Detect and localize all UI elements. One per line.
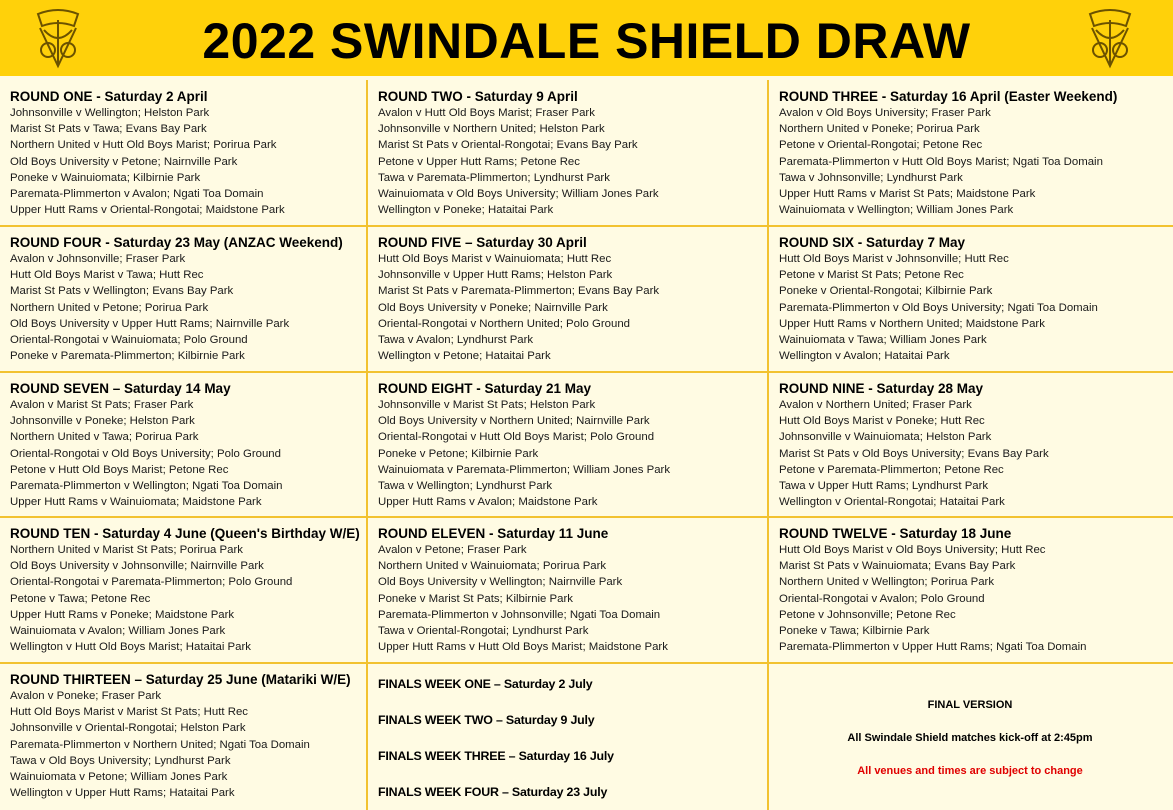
round-cell [6,372,364,510]
fixture-line: Oriental-Rongotai v Wainuiomata; Polo Ground [10,333,248,346]
fixture-line: Marist St Pats v Old Boys University; Evans Bay Park [779,447,1049,460]
fixture-line: Tawa v Paremata-Plimmerton; Lyndhurst Park [378,171,610,184]
fixture-line: Old Boys University v Upper Hutt Rams; Nairnville Park [10,317,290,330]
fixture-line: Wellington v Oriental-Rongotai; Hataitai Park [779,496,1005,509]
round-title: ROUND FIVE – Saturday 30 April [378,235,587,250]
fixture-line: Paremata-Plimmerton v Upper Hutt Rams; Ngati Toa Domain [779,641,1087,654]
fixture-line: Upper Hutt Rams v Poneke; Maidstone Park [10,608,235,621]
fixture-line: Poneke v Petone; Kilbirnie Park [378,447,539,460]
fixture-line: Johnsonville v Wainuiomata; Helston Park [779,431,992,444]
fixture-line: Poneke v Oriental-Rongotai; Kilbirnie Park [779,285,993,298]
fixture-line: Tawa v Avalon; Lyndhurst Park [378,333,534,346]
round-cell [374,80,765,218]
fixture-line: Johnsonville v Wellington; Helston Park [10,107,210,119]
fixture-line: Petone v Oriental-Rongotai; Petone Rec [779,139,983,152]
fixture-line: Avalon v Poneke; Fraser Park [10,690,162,702]
kickoff-note: All Swindale Shield matches kick-off at 2:45pm [847,732,1093,744]
fixture-line: Tawa v Wellington; Lyndhurst Park [378,479,553,492]
fixture-line: Hutt Old Boys Marist v Poneke; Hutt Rec [779,415,985,428]
round-title: ROUND EIGHT - Saturday 21 May [378,381,592,396]
column-divider [767,80,769,810]
fixture-line: Tawa v Oriental-Rongotai; Lyndhurst Park [378,624,589,637]
disclaimer-note: All venues and times are subject to change [857,765,1083,777]
round-title: ROUND THREE - Saturday 16 April (Easter Weekend) [779,89,1118,104]
fixture-line: Northern United v Marist St Pats; Porirua Park [10,544,243,556]
fixture-line: Petone v Hutt Old Boys Marist; Petone Rec [10,463,229,476]
round-cell [374,372,765,510]
fixture-line: Poneke v Paremata-Plimmerton; Kilbirnie Park [10,350,245,363]
fixture-line: Wainuiomata v Old Boys University; William Jones Park [378,187,659,200]
fixture-line: Wainuiomata v Tawa; William Jones Park [779,333,987,346]
round-title: ROUND SEVEN – Saturday 14 May [10,381,231,396]
finals-week-four: FINALS WEEK FOUR – Saturday 23 July [378,785,608,799]
fixture-line: Johnsonville v Marist St Pats; Helston Park [378,399,596,411]
fixture-line: Avalon v Hutt Old Boys Marist; Fraser Park [378,107,595,119]
fixture-line: Avalon v Old Boys University; Fraser Park [779,107,991,119]
fixture-line: Paremata-Plimmerton v Northern United; Ngati Toa Domain [10,738,310,751]
fixture-line: Paremata-Plimmerton v Hutt Old Boys Marist; Ngati Toa Domain [779,155,1103,168]
fixture-line: Northern United v Petone; Porirua Park [10,301,209,314]
fixture-line: Oriental-Rongotai v Paremata-Plimmerton; Polo Ground [10,576,293,589]
round-cell [775,372,1171,510]
fixture-line: Upper Hutt Rams v Marist St Pats; Maidstone Park [779,187,1036,200]
round-cell [6,226,364,364]
fixture-line: Wainuiomata v Paremata-Plimmerton; William Jones Park [378,463,671,476]
fixture-line: Avalon v Northern United; Fraser Park [779,399,972,411]
finals-week-two: FINALS WEEK TWO – Saturday 9 July [378,713,595,727]
fixture-line: Upper Hutt Rams v Wainuiomata; Maidstone Park [10,496,262,509]
fixture-line: Upper Hutt Rams v Hutt Old Boys Marist; Maidstone Park [378,641,668,654]
round-title: ROUND TWELVE - Saturday 18 June [779,526,1012,541]
fixture-line: Petone v Tawa; Petone Rec [10,592,151,605]
fixture-line: Marist St Pats v Oriental-Rongotai; Evans Bay Park [378,139,638,152]
fixture-line: Wellington v Avalon; Hataitai Park [779,350,950,363]
fixture-line: Hutt Old Boys Marist v Old Boys University; Hutt Rec [779,544,1046,556]
fixture-line: Marist St Pats v Wellington; Evans Bay Park [10,285,234,298]
fixture-line: Hutt Old Boys Marist v Tawa; Hutt Rec [10,269,204,282]
finals-week-one: FINALS WEEK ONE – Saturday 2 July [378,677,593,691]
finals-week-three: FINALS WEEK THREE – Saturday 16 July [378,749,614,763]
round-title: ROUND NINE - Saturday 28 May [779,381,984,396]
fixture-line: Upper Hutt Rams v Oriental-Rongotai; Maidstone Park [10,204,285,217]
fixture-line: Upper Hutt Rams v Avalon; Maidstone Park [378,496,598,509]
round-title: ROUND TWO - Saturday 9 April [378,89,578,104]
column-divider [366,80,368,810]
fixture-line: Johnsonville v Northern United; Helston Park [378,123,605,136]
fixture-line: Wellington v Hutt Old Boys Marist; Hataitai Park [10,641,251,654]
fixture-line: Petone v Upper Hutt Rams; Petone Rec [378,155,580,168]
fixture-line: Tawa v Johnsonville; Lyndhurst Park [779,171,963,184]
round-title: ROUND TEN - Saturday 4 June (Queen's Birthday W/E) [10,526,360,541]
fixture-line: Oriental-Rongotai v Hutt Old Boys Marist; Polo Ground [378,431,655,444]
fixture-line: Wainuiomata v Petone; William Jones Park [10,770,228,783]
header-banner [0,0,1173,76]
fixture-line: Marist St Pats v Paremata-Plimmerton; Evans Bay Park [378,285,660,298]
fixture-line: Petone v Marist St Pats; Petone Rec [779,269,964,282]
fixture-line: Hutt Old Boys Marist v Wainuiomata; Hutt Rec [378,253,612,265]
fixture-line: Wainuiomata v Wellington; William Jones Park [779,204,1014,217]
round-cell [775,80,1171,218]
fixture-line: Wellington v Petone; Hataitai Park [378,350,551,363]
fixture-line: Oriental-Rongotai v Northern United; Polo Ground [378,317,630,330]
fixture-line: Hutt Old Boys Marist v Marist St Pats; Hutt Rec [10,706,248,719]
fixture-line: Johnsonville v Poneke; Helston Park [10,415,195,428]
round-cell [6,517,364,655]
version-note: FINAL VERSION [927,699,1013,711]
round-title: ROUND THIRTEEN – Saturday 25 June (Matariki W/E) [10,672,351,687]
fixture-line: Avalon v Marist St Pats; Fraser Park [10,399,194,411]
fixture-line: Old Boys University v Petone; Nairnville Park [10,155,238,168]
fixture-line: Avalon v Petone; Fraser Park [378,544,527,556]
round-cell [374,517,765,655]
fixture-line: Wellington v Upper Hutt Rams; Hataitai Park [10,787,235,800]
club-crest-right-icon [1082,6,1138,70]
fixture-line: Upper Hutt Rams v Northern United; Maidstone Park [779,317,1045,330]
fixture-line: Paremata-Plimmerton v Wellington; Ngati Toa Domain [10,479,283,492]
round-cell [775,517,1171,655]
fixture-line: Hutt Old Boys Marist v Johnsonville; Hutt Rec [779,253,1009,265]
fixture-line: Poneke v Tawa; Kilbirnie Park [779,624,930,637]
fixture-line: Oriental-Rongotai v Old Boys University; Polo Ground [10,447,281,460]
fixture-line: Petone v Paremata-Plimmerton; Petone Rec [779,463,1004,476]
round-title: ROUND ONE - Saturday 2 April [10,89,208,104]
fixture-line: Paremata-Plimmerton v Avalon; Ngati Toa Domain [10,187,264,200]
fixture-line: Old Boys University v Wellington; Nairnville Park [378,576,623,589]
fixture-line: Northern United v Poneke; Porirua Park [779,123,980,136]
round-cell [374,226,765,364]
fixture-line: Old Boys University v Northern United; Nairnville Park [378,415,650,428]
round-cell [6,80,364,218]
round-title: ROUND FOUR - Saturday 23 May (ANZAC Weekend) [10,235,343,250]
fixture-line: Johnsonville v Oriental-Rongotai; Helston Park [10,722,246,735]
fixture-line: Northern United v Wellington; Porirua Park [779,576,995,589]
round-title: ROUND ELEVEN - Saturday 11 June [378,526,609,541]
fixture-line: Old Boys University v Poneke; Nairnville Park [378,301,608,314]
fixture-line: Paremata-Plimmerton v Old Boys University; Ngati Toa Domain [779,301,1098,314]
round-cell [6,663,364,801]
fixture-line: Wainuiomata v Avalon; William Jones Park [10,624,226,637]
fixture-line: Tawa v Upper Hutt Rams; Lyndhurst Park [779,479,989,492]
round-title: ROUND SIX - Saturday 7 May [779,235,966,250]
round-cell [775,226,1171,364]
fixture-line: Northern United v Tawa; Porirua Park [10,431,199,444]
fixture-line: Petone v Johnsonville; Petone Rec [779,608,956,621]
fixture-line: Johnsonville v Upper Hutt Rams; Helston Park [378,269,613,282]
fixture-line: Northern United v Hutt Old Boys Marist; Porirua Park [10,139,277,152]
fixture-line: Paremata-Plimmerton v Johnsonville; Ngati Toa Domain [378,608,661,621]
fixture-line: Oriental-Rongotai v Avalon; Polo Ground [779,592,985,605]
fixture-line: Old Boys University v Johnsonville; Nairnville Park [10,560,264,573]
page-title: 2022 SWINDALE SHIELD DRAW [202,13,971,69]
fixture-line: Poneke v Marist St Pats; Kilbirnie Park [378,592,573,605]
fixture-line: Poneke v Wainuiomata; Kilbirnie Park [10,171,201,184]
fixture-line: Wellington v Poneke; Hataitai Park [378,204,554,217]
fixture-line: Marist St Pats v Wainuiomata; Evans Bay Park [779,560,1016,573]
fixture-line: Northern United v Wainuiomata; Porirua Park [378,560,607,573]
fixture-line: Tawa v Old Boys University; Lyndhurst Park [10,754,231,767]
fixture-line: Avalon v Johnsonville; Fraser Park [10,253,186,265]
fixture-line: Marist St Pats v Tawa; Evans Bay Park [10,123,207,136]
